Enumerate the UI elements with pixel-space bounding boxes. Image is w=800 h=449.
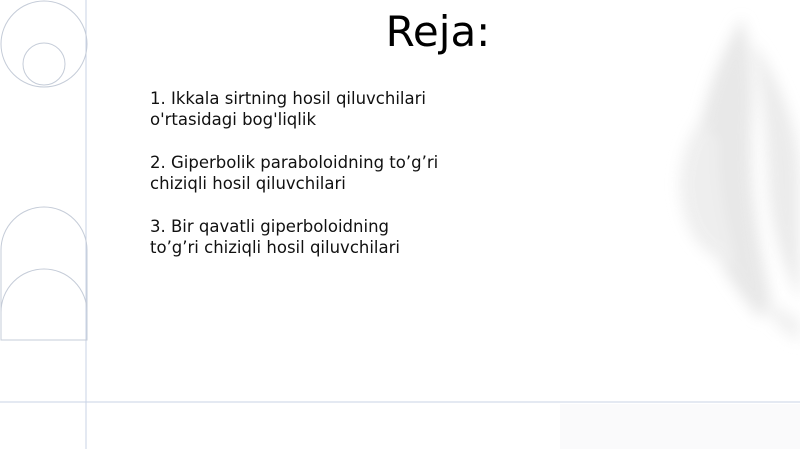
plan-item-1-line-1: 1. Ikkala sirtning hosil qiluvchilari [150,89,426,108]
plan-item-2-line-1: 2. Giperbolik paraboloidning to’g’ri [150,153,439,172]
plan-item-1-line-2: o'rtasidagi bog'liqlik [150,110,317,129]
large-circle-outline [1,1,87,87]
lower-arch-outline [1,269,87,340]
plan-item-2-line-2: chiziqli hosil qiluvchilari [150,174,346,193]
plan-list [150,88,570,280]
plan-item-3-line-2: to’g’ri chiziqli hosil qiluvchilari [150,238,400,257]
plan-item-1 [150,88,570,130]
slide-title: Reja: [385,7,491,56]
plan-item-3 [150,216,570,258]
plan-item-2 [150,152,570,194]
footer-band [560,404,800,449]
leaf-watermark-icon [680,18,800,342]
upper-arch-outline [1,207,87,340]
plan-item-3-line-1: 3. Bir qavatli giperboloidning [150,217,390,236]
small-circle-outline [23,43,65,85]
